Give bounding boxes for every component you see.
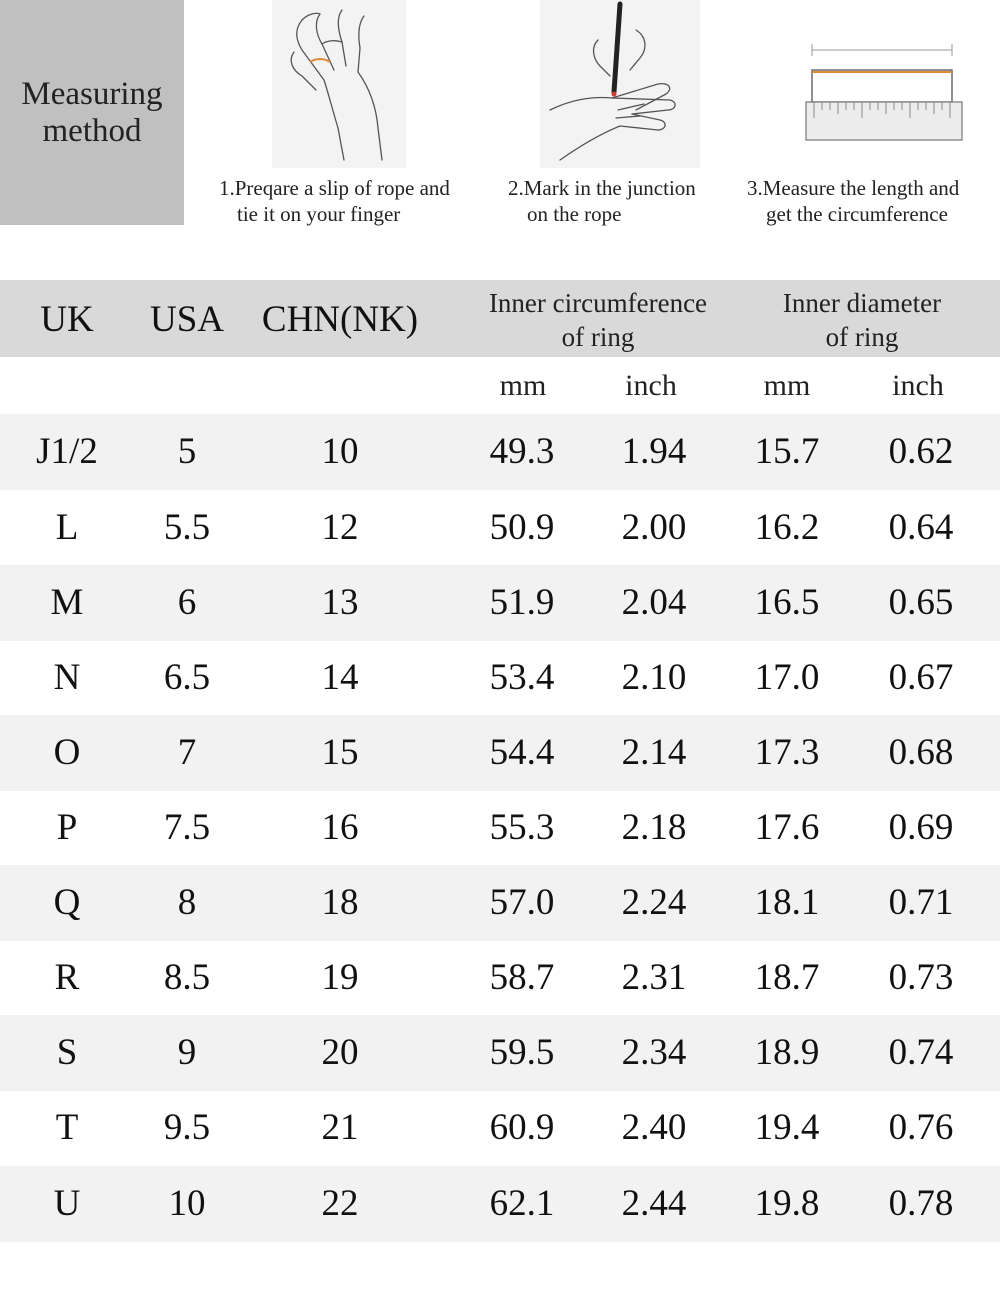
- table-row: [0, 1015, 1000, 1091]
- cell-circ-mm: 55.3: [489, 807, 555, 848]
- measuring-method-box: [0, 0, 184, 225]
- cell-chn: 14: [321, 657, 359, 698]
- cell-diam-mm: 15.7: [754, 431, 820, 472]
- cell-chn: 13: [321, 582, 359, 623]
- header-usa: USA: [149, 299, 225, 340]
- cell-diam-mm: 18.7: [754, 957, 820, 998]
- table-row: [0, 790, 1000, 866]
- cell-usa: 6.5: [163, 657, 211, 698]
- cell-chn: 12: [321, 507, 359, 548]
- cell-usa: 5: [177, 431, 197, 472]
- cell-circ-mm: 49.3: [489, 431, 555, 472]
- cell-uk: N: [53, 657, 81, 698]
- cell-chn: 18: [321, 882, 359, 923]
- cell-uk: Q: [53, 882, 81, 923]
- cell-circ-inch: 2.44: [621, 1183, 687, 1224]
- cell-chn: 22: [321, 1183, 359, 1224]
- cell-diam-inch: 0.68: [888, 732, 954, 773]
- header-chn: CHN(NK): [261, 299, 419, 340]
- cell-circ-inch: 2.10: [621, 657, 687, 698]
- step-2-line2: on the rope: [527, 202, 622, 226]
- cell-uk: L: [55, 507, 79, 548]
- cell-diam-mm: 17.0: [754, 657, 820, 698]
- cell-circ-mm: 57.0: [489, 882, 555, 923]
- cell-uk: J1/2: [36, 431, 98, 472]
- cell-diam-mm: 19.8: [754, 1183, 820, 1224]
- ruler-measure-icon: [800, 40, 966, 144]
- cell-usa: 8.5: [163, 957, 211, 998]
- cell-usa: 8: [177, 882, 197, 923]
- cell-circ-mm: 50.9: [489, 507, 555, 548]
- cell-circ-inch: 2.14: [621, 732, 687, 773]
- cell-diam-mm: 16.5: [754, 582, 820, 623]
- cell-usa: 9.5: [163, 1107, 211, 1148]
- cell-uk: U: [53, 1183, 81, 1224]
- step-3-caption: [747, 175, 959, 227]
- cell-circ-inch: 2.24: [621, 882, 687, 923]
- header-inner-diameter: [783, 286, 941, 354]
- cell-usa: 5.5: [163, 507, 211, 548]
- cell-usa: 7.5: [163, 807, 211, 848]
- step-1-line1: 1.Preqare a slip of rope and: [219, 176, 450, 200]
- table-row: [0, 715, 1000, 791]
- cell-circ-mm: 51.9: [489, 582, 555, 623]
- cell-circ-inch: 2.00: [621, 507, 687, 548]
- cell-diam-inch: 0.73: [888, 957, 954, 998]
- hand-pen-mark-icon: [540, 0, 700, 168]
- cell-usa: 6: [177, 582, 197, 623]
- table-row: [0, 865, 1000, 941]
- cell-chn: 21: [321, 1107, 359, 1148]
- step-1-line2: tie it on your finger: [237, 202, 401, 226]
- cell-diam-mm: 18.9: [754, 1032, 820, 1073]
- cell-circ-inch: 1.94: [621, 431, 687, 472]
- table-row: [0, 414, 1000, 490]
- cell-usa: 10: [168, 1183, 206, 1224]
- cell-circ-mm: 53.4: [489, 657, 555, 698]
- unit-circ-mm: mm: [499, 369, 547, 402]
- cell-uk: P: [56, 807, 78, 848]
- cell-diam-inch: 0.69: [888, 807, 954, 848]
- cell-uk: O: [53, 732, 81, 773]
- cell-chn: 16: [321, 807, 359, 848]
- cell-diam-inch: 0.78: [888, 1183, 954, 1224]
- unit-diam-inch: inch: [892, 369, 944, 402]
- cell-usa: 9: [177, 1032, 197, 1073]
- header-circumference-line1: Inner circumference: [488, 288, 708, 318]
- header-diameter-line2: of ring: [825, 322, 899, 352]
- cell-chn: 15: [321, 732, 359, 773]
- cell-uk: M: [50, 582, 84, 623]
- step-2-caption: [508, 175, 696, 227]
- header-uk: UK: [40, 299, 94, 340]
- cell-diam-inch: 0.62: [888, 431, 954, 472]
- cell-uk: S: [56, 1032, 78, 1073]
- cell-chn: 10: [321, 431, 359, 472]
- cell-diam-inch: 0.76: [888, 1107, 954, 1148]
- cell-circ-mm: 62.1: [489, 1183, 555, 1224]
- cell-usa: 7: [177, 732, 197, 773]
- cell-uk: R: [54, 957, 80, 998]
- hand-rope-icon: [272, 0, 406, 168]
- header-diameter-line1: Inner diameter: [782, 288, 942, 318]
- table-row: [0, 1090, 1000, 1166]
- step-2-line1: 2.Mark in the junction: [508, 176, 696, 200]
- cell-diam-inch: 0.67: [888, 657, 954, 698]
- cell-diam-inch: 0.74: [888, 1032, 954, 1073]
- method-title-line1: Measuring: [21, 75, 163, 112]
- header-circumference-line2: of ring: [561, 322, 635, 352]
- table-row: [0, 565, 1000, 641]
- step-3-line2: get the circumference: [766, 202, 948, 226]
- step-3-line1: 3.Measure the length and: [747, 176, 960, 200]
- cell-circ-inch: 2.40: [621, 1107, 687, 1148]
- cell-uk: T: [55, 1107, 79, 1148]
- table-row: [0, 640, 1000, 716]
- unit-diam-mm: mm: [763, 369, 811, 402]
- cell-diam-mm: 17.3: [754, 732, 820, 773]
- cell-diam-mm: 16.2: [754, 507, 820, 548]
- cell-circ-mm: 54.4: [489, 732, 555, 773]
- cell-circ-inch: 2.04: [621, 582, 687, 623]
- cell-circ-mm: 60.9: [489, 1107, 555, 1148]
- cell-diam-mm: 17.6: [754, 807, 820, 848]
- cell-chn: 20: [321, 1032, 359, 1073]
- header-inner-circumference: [489, 286, 707, 354]
- cell-circ-inch: 2.18: [621, 807, 687, 848]
- table-row: [0, 940, 1000, 1016]
- step-1-caption: [219, 175, 450, 227]
- method-title-line2: method: [42, 112, 142, 149]
- table-row: [0, 1166, 1000, 1242]
- cell-circ-inch: 2.31: [621, 957, 687, 998]
- cell-diam-inch: 0.64: [888, 507, 954, 548]
- cell-diam-inch: 0.65: [888, 582, 954, 623]
- cell-chn: 19: [321, 957, 359, 998]
- cell-diam-mm: 19.4: [754, 1107, 820, 1148]
- cell-diam-inch: 0.71: [888, 882, 954, 923]
- cell-circ-inch: 2.34: [621, 1032, 687, 1073]
- unit-circ-inch: inch: [625, 369, 677, 402]
- cell-circ-mm: 59.5: [489, 1032, 555, 1073]
- cell-circ-mm: 58.7: [489, 957, 555, 998]
- cell-diam-mm: 18.1: [754, 882, 820, 923]
- table-row: [0, 490, 1000, 566]
